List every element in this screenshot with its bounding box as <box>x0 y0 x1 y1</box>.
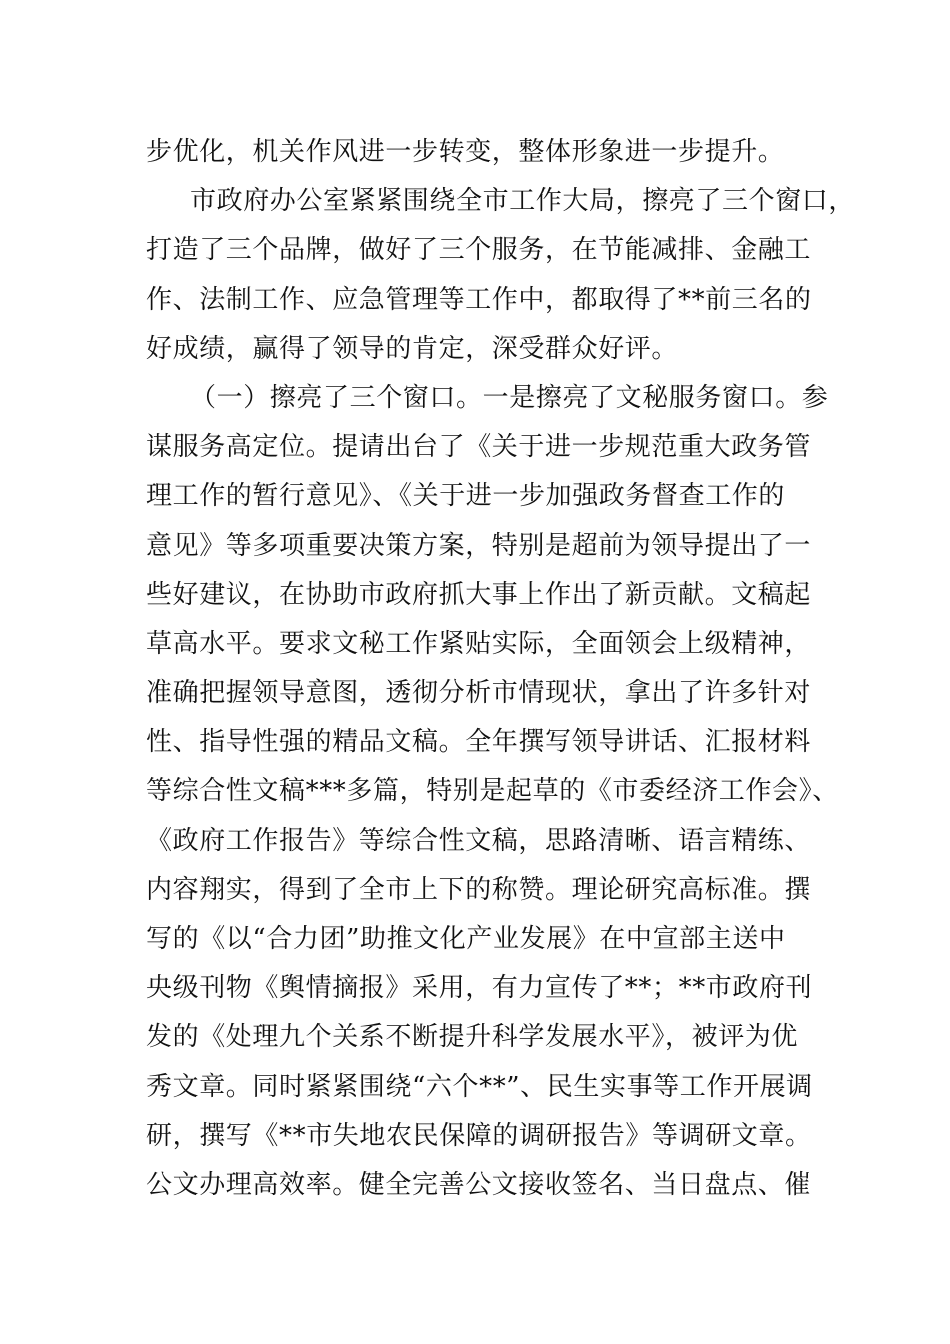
body-text <box>146 128 856 1210</box>
text-line: 步优化，机关作风进一步转变，整体形象进一步提升。 <box>146 137 785 167</box>
text-line: 打造了三个品牌，做好了三个服务，在节能减排、金融工 <box>146 235 812 266</box>
paragraph-first-line: 市政府办公室紧紧围绕全市工作大局，擦亮了三个窗口， <box>190 186 856 217</box>
text-line: 准确把握领导意图，透彻分析市情现状，拿出了许多针对 <box>146 678 812 709</box>
text-line: 性、指导性强的精品文稿。全年撰写领导讲话、汇报材料 <box>146 727 812 758</box>
text-line: 发的《处理九个关系不断提升科学发展水平》，被评为优 <box>146 1022 799 1053</box>
text-line: 公文办理高效率。健全完善公文接收签名、当日盘点、催 <box>146 1169 812 1200</box>
text-line: 草高水平。要求文秘工作紧贴实际，全面领会上级精神， <box>146 628 812 659</box>
text-line: 秀文章。同时紧紧围绕“六个**”、民生实事等工作开展调 <box>146 1071 813 1102</box>
text-line: 央级刊物《舆情摘报》采用，有力宣传了**；**市政府刊 <box>146 973 813 1004</box>
text-line: 写的《以“合力团”助推文化产业发展》在中宣部主送中 <box>146 924 786 954</box>
text-line: 研，撰写《**市失地农民保障的调研报告》等调研文章。 <box>146 1120 812 1151</box>
paragraph-first-line: （一）擦亮了三个窗口。一是擦亮了文秘服务窗口。参 <box>190 382 829 413</box>
text-line: 等综合性文稿***多篇，特别是起草的《市委经济工作会》、 <box>146 776 839 807</box>
text-line: 意见》等多项重要决策方案，特别是超前为领导提出了一 <box>146 530 812 561</box>
text-line: 理工作的暂行意见》、《关于进一步加强政务督查工作的 <box>146 481 786 512</box>
text-line: 作、法制工作、应急管理等工作中，都取得了**前三名的 <box>146 284 812 315</box>
text-line: 内容翔实，得到了全市上下的称赞。理论研究高标准。撰 <box>146 874 812 905</box>
text-line: 《政府工作报告》等综合性文稿，思路清晰、语言精练、 <box>146 825 812 856</box>
text-line: 谋服务高定位。提请出台了《关于进一步规范重大政务管 <box>146 432 812 463</box>
text-line: 些好建议，在协助市政府抓大事上作出了新贡献。文稿起 <box>146 579 812 610</box>
text-line: 好成绩，赢得了领导的肯定，深受群众好评。 <box>146 333 679 364</box>
